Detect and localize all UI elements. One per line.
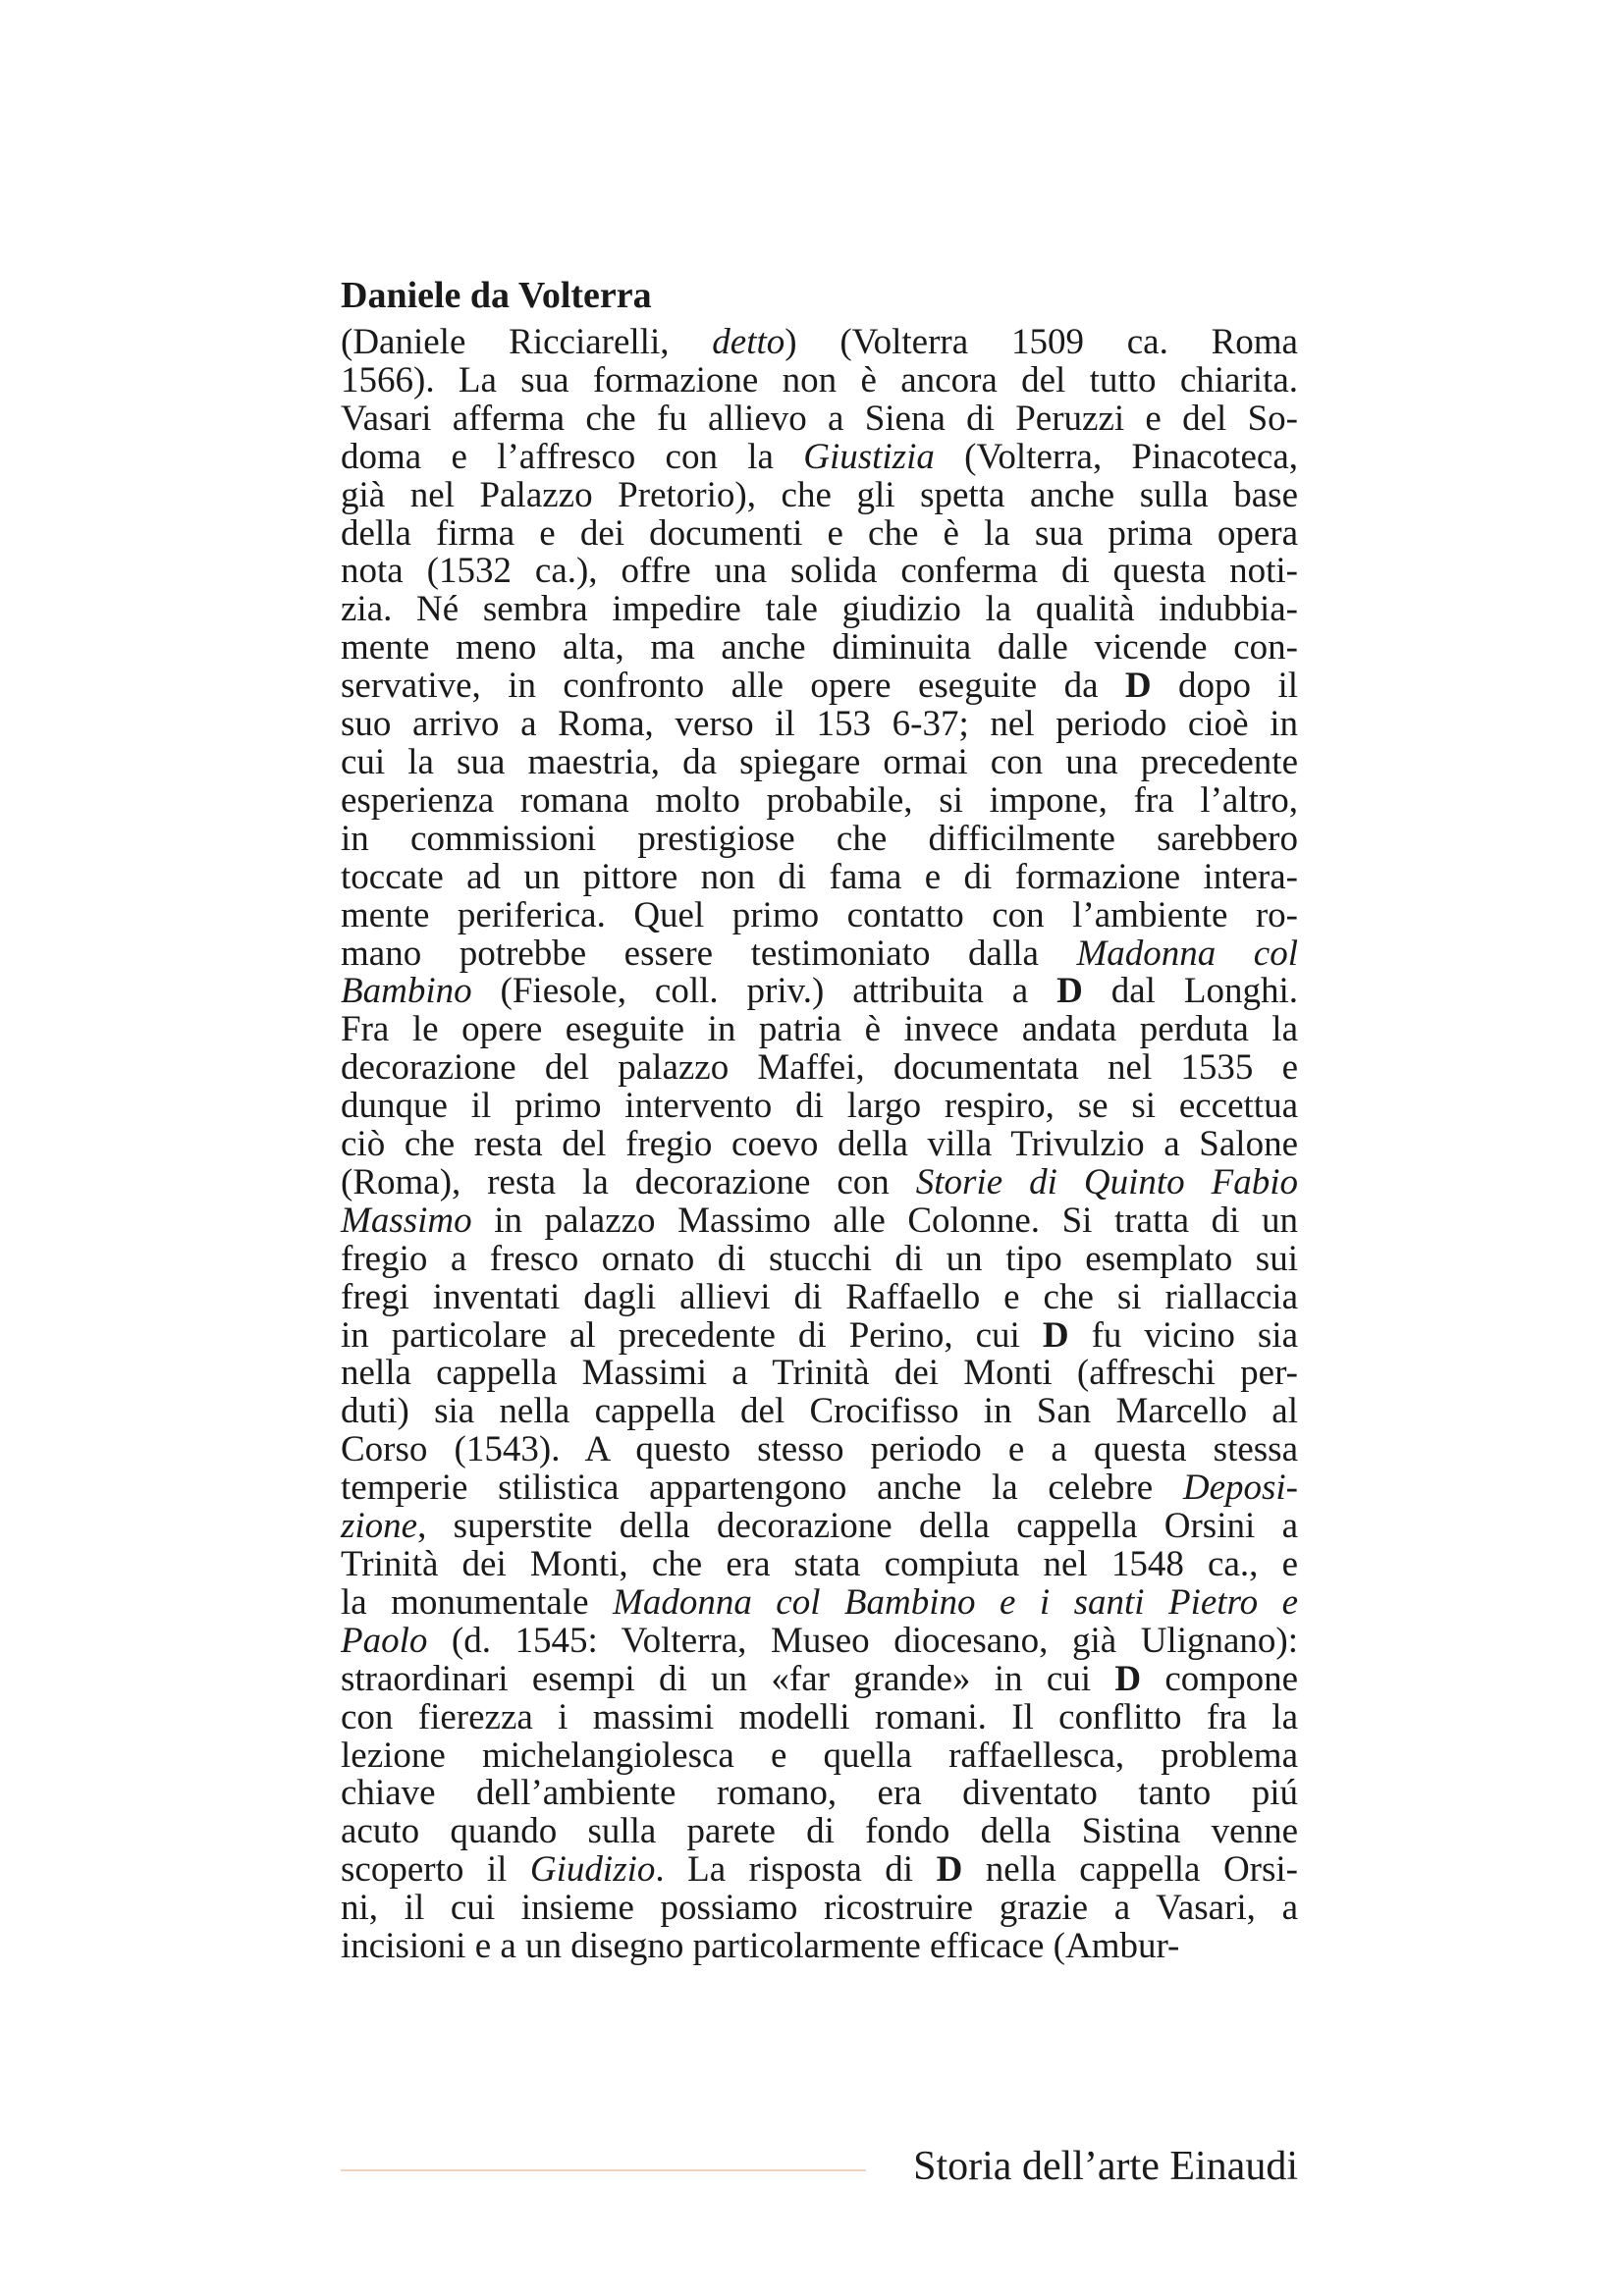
italic-title-text: Madonna col [1076, 933, 1298, 974]
body-line [341, 741, 1298, 782]
body-line [341, 1126, 1298, 1164]
body-line [341, 1546, 1298, 1584]
body-line [341, 591, 1298, 629]
body-text-run: mente periferica. Quel primo contatto con l’ambiente ro- [341, 894, 1298, 935]
body-text-run: (Fiesole, coll. priv.) attribuita a [471, 971, 1057, 1012]
body-text-run: scoperto il [341, 1849, 530, 1891]
body-text-run: duti) sia nella cappella del Crocifisso in San Marcello al [341, 1391, 1298, 1432]
body-text-run: in palazzo Massimo alle Colonne. Si tratta di un [471, 1200, 1298, 1241]
body-line [341, 1161, 1298, 1202]
body-text-run: mano potrebbe essere testimoniato dalla [341, 933, 1077, 974]
body-text-run: chiave dell’ambiente romano, era diventato tanto piú [341, 1773, 1298, 1814]
body-text-run: Vasari afferma che fu allievo a Siena di Peruzzi e del So- [341, 398, 1298, 439]
footer-rule [341, 2169, 866, 2171]
body-line [341, 1581, 1298, 1623]
body-text-run: dal Longhi. [1082, 971, 1298, 1012]
body-text-run: nella cappella Massimi a Trinità dei Monti (affreschi per- [341, 1353, 1298, 1394]
artist-abbreviation: D [1056, 971, 1083, 1012]
italic-title-text: Paolo [341, 1620, 428, 1661]
body-line [341, 1620, 1298, 1661]
body-line [341, 1508, 1298, 1546]
body-line [341, 1202, 1298, 1241]
body-text-run: fu vicino sia [1068, 1314, 1298, 1356]
body-line [341, 1890, 1298, 1928]
body-text-run: cui la sua maestria, da spiegare ormai con una precedente [341, 741, 1298, 782]
body-text-run: Trinità dei Monti, che era stata compiuta nel 1548 ca., e [341, 1544, 1298, 1584]
body-line [341, 629, 1298, 667]
body-text-run: con fierezza i massimi modelli romani. Il conflitto fra la [341, 1696, 1298, 1737]
body-text-run: decorazione del palazzo Maffei, documentata nel 1535 e [341, 1047, 1298, 1089]
body-text-run: in commissioni prestigiose che difficilmente sarebbero [341, 818, 1298, 859]
body-text-run: (Volterra, Pinacoteca, [934, 436, 1298, 477]
body-line [341, 1469, 1298, 1508]
artist-abbreviation: D [1114, 1658, 1142, 1699]
body-text-run: Corso (1543). A questo stesso periodo e a questa stessa [341, 1429, 1298, 1470]
body-text-run: . La risposta di [655, 1849, 937, 1891]
body-text-run: doma e l’affresco con la [341, 436, 804, 477]
body-text-run: fregi inventati dagli allievi di Raffaello e che si riallaccia [341, 1276, 1298, 1317]
body-text-run: incisioni e a un disegno particolarmente efficace (Ambur- [341, 1926, 1180, 1967]
body-text-run: esperienza romana molto probabile, si impone, fra l’altro, [341, 779, 1298, 821]
italic-title-text: zione [341, 1506, 418, 1547]
body-text-run: , superstite della decorazione della cappella Orsini a [417, 1506, 1298, 1547]
italic-title-text: Giudizio [529, 1849, 656, 1891]
body-text-run: (Daniele Ricciarelli, [341, 322, 713, 362]
body-text-run: acuto quando sulla parete di fondo della Sistina venne [341, 1811, 1298, 1852]
italic-title-text: Deposi- [1182, 1468, 1298, 1509]
body-text-run: dunque il primo intervento di largo respiro, se si eccettua [341, 1086, 1298, 1127]
italic-title-text: Bambino [341, 971, 472, 1012]
body-line [341, 512, 1298, 554]
body-line [341, 1775, 1298, 1813]
body-line [341, 818, 1298, 859]
body-line [341, 1928, 1298, 1966]
body-line [341, 324, 1298, 362]
italic-title-text: Madonna col Bambino e i santi Pietro e [613, 1581, 1298, 1623]
artist-abbreviation: D [936, 1849, 963, 1891]
body-line [341, 894, 1298, 935]
body-line [341, 474, 1298, 515]
body-text-run: (d. 1545: Volterra, Museo diocesano, già Ulignano): [427, 1620, 1298, 1661]
body-line [341, 1737, 1298, 1776]
entry-heading: Daniele da Volterra [341, 275, 652, 316]
body-line [341, 667, 1298, 706]
body-text-run: temperie stilistica appartengono anche la celebre [341, 1468, 1183, 1509]
body-text-run: zia. Né sembra impedire tale giudizio la qualità indubbia- [341, 589, 1298, 630]
body-line [341, 436, 1298, 477]
body-text-run: ni, il cui insieme possiamo ricostruire grazie a Vasari, a [341, 1888, 1298, 1929]
body-text-run: in particolare al precedente di Perino, cui [341, 1314, 1043, 1356]
body-text-run: la monumentale [341, 1581, 613, 1623]
body-line [341, 1049, 1298, 1088]
body-text-run: lezione michelangiolesca e quella raffaellesca, problema [341, 1735, 1298, 1776]
body-text-run: Fra le opere eseguite in patria è invece andata perduta la [341, 1009, 1298, 1050]
body-line [341, 400, 1298, 439]
body-line [341, 1658, 1299, 1699]
body-line [341, 973, 1298, 1011]
italic-title-text: Storie di Quinto Fabio [915, 1161, 1298, 1202]
body-line [341, 706, 1298, 744]
body-text-run: nota (1532 ca.), offre una solida conferma di questa noti- [341, 551, 1298, 592]
body-text-run: nella cappella Orsi- [962, 1849, 1299, 1891]
body-line [341, 1088, 1298, 1126]
entry-body-text [341, 324, 1298, 1966]
body-text-run: compone [1141, 1658, 1299, 1699]
body-line [341, 1276, 1298, 1317]
body-line [341, 856, 1298, 897]
body-text-run: servative, in confronto alle opere eseguite da [341, 666, 1125, 707]
italic-title-text: detto [712, 322, 785, 362]
body-line [341, 935, 1298, 974]
body-line [341, 1314, 1298, 1356]
body-line [341, 359, 1298, 400]
body-line [341, 1696, 1298, 1737]
body-text-run: 1566). La sua formazione non è ancora del tutto chiarita. [341, 359, 1298, 400]
body-line [341, 1851, 1298, 1890]
body-line [341, 1431, 1298, 1469]
body-line [341, 779, 1298, 821]
body-line [341, 1393, 1298, 1431]
body-text-run: ) (Volterra 1509 ca. Roma [784, 322, 1298, 362]
italic-title-text: Giustizia [803, 436, 935, 477]
body-line [341, 1813, 1298, 1851]
body-line [341, 1238, 1298, 1279]
body-line [341, 1355, 1298, 1393]
body-text-run: ciò che resta del fregio coevo della villa Trivulzio a Salone [341, 1124, 1298, 1165]
footer-title: Storia dell’arte Einaudi [913, 2144, 1298, 2189]
artist-abbreviation: D [1042, 1314, 1069, 1356]
body-text-run: dopo il [1151, 666, 1299, 707]
body-text-run: mente meno alta, ma anche diminuita dalle vicende con- [341, 627, 1298, 668]
body-text-run: della firma e dei documenti e che è la sua prima opera [341, 512, 1298, 554]
body-text-run: straordinari esempi di un «far grande» in cui [341, 1658, 1115, 1699]
body-line [341, 1011, 1298, 1049]
body-text-run: suo arrivo a Roma, verso il 153 6-37; nel periodo cioè in [341, 704, 1298, 745]
italic-title-text: Massimo [341, 1200, 472, 1241]
body-text-run: toccate ad un pittore non di fama e di formazione intera- [341, 856, 1298, 897]
body-line [341, 553, 1298, 591]
artist-abbreviation: D [1124, 666, 1152, 707]
body-text-run: (Roma), resta la decorazione con [341, 1161, 916, 1202]
body-text-run: già nel Palazzo Pretorio), che gli spetta anche sulla base [341, 474, 1298, 515]
body-text-run: fregio a fresco ornato di stucchi di un tipo esemplato sui [341, 1238, 1298, 1279]
